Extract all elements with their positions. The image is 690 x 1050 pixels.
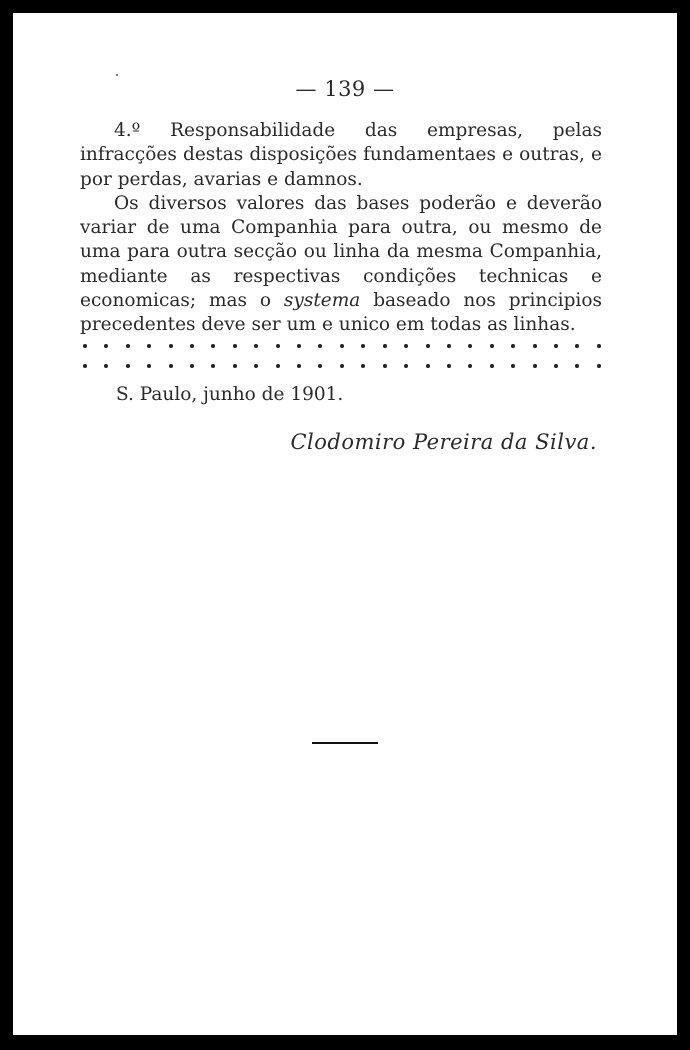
document-page [13,13,677,1035]
item-4-text: Responsabilidade das empresas, pelas infracções destas disposições fundamentaes e outras, e por perdas, avarias e damnos. [80,120,602,190]
systema-emphasis: systema [283,290,361,312]
item-4-number: 4.º [114,120,141,141]
ellipsis-row-2 [83,361,601,371]
place-and-date: S. Paulo, junho de 1901. [116,384,344,405]
bases-paragraph-start: Os diversos valores das bases poderão e deverão variar de uma Companhia para outra, ou mesmo de uma para outra secção ou linha da mesma Companhia, mediante as respectivas condições technicas e economicas; mas o [80,192,602,312]
body-text [80,119,602,338]
bases-paragraph [80,192,602,338]
author-signature: Clodomiro Pereira da Silva. [290,430,597,454]
ellipsis-row-1 [83,341,601,351]
end-rule [312,742,378,744]
item-4-paragraph [80,119,602,192]
stray-ink-mark [116,74,118,76]
page-number: — 139 — [295,77,395,101]
bases-paragraph-end: baseado nos principios precedentes deve ser um e unico em todas as linhas. [80,290,602,336]
